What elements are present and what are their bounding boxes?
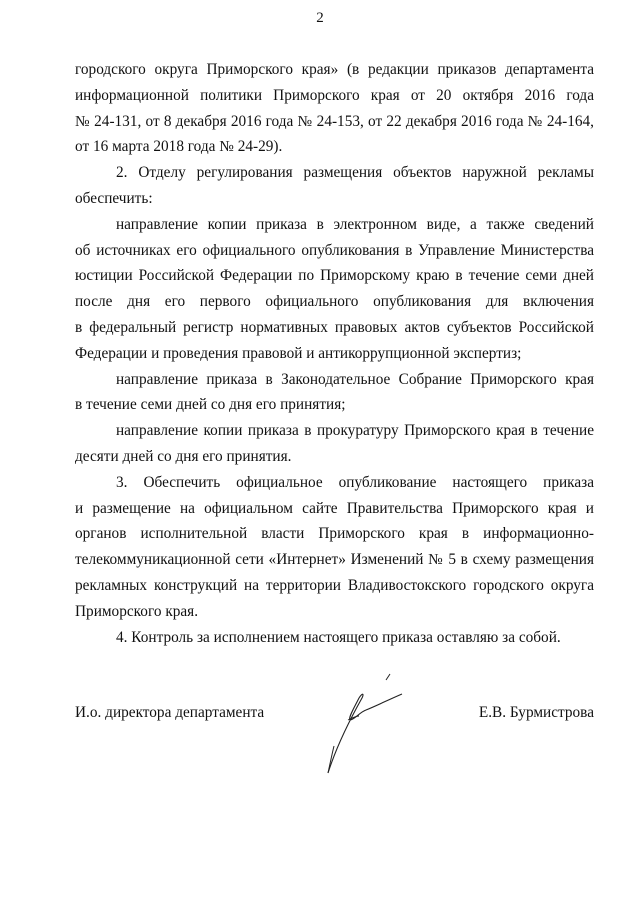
text-line: № 24-131, от 8 декабря 2016 года № 24-153, от 22 декабря 2016 года № 24-164,: [75, 112, 594, 130]
paragraph-subitem-legislative: [75, 367, 594, 419]
paragraph-continuation: [75, 57, 594, 160]
text-line: органов исполнительной власти Приморского края в информационно-: [75, 525, 594, 543]
text-line: направление приказа в Законодательное Собрание Приморского края: [116, 370, 594, 388]
text-line: и размещение на официальном сайте Правительства Приморского края и: [75, 499, 594, 517]
signatory-name: Е.В. Бурмистрова: [478, 704, 594, 721]
text-line: направление копии приказа в электронном виде, а также сведений: [116, 215, 594, 233]
text-line: рекламных конструкций на территории Владивостокского городского округа: [75, 576, 594, 594]
text-line: обеспечить:: [75, 189, 153, 207]
text-line: в федеральный регистр нормативных правовых актов субъектов Российской: [75, 318, 594, 336]
text-line: телекоммуникационной сети «Интернет» Изменений № 5 в схему размещения: [75, 551, 594, 569]
text-line: юстиции Российской Федерации по Приморскому краю в течение семи дней: [75, 267, 594, 285]
paragraph-subitem-copy-ministry: [75, 212, 594, 367]
paragraph-subitem-prosecutor: [75, 418, 594, 470]
text-line: 4. Контроль за исполнением настоящего приказа оставляю за собой.: [116, 628, 561, 646]
paragraph-item-3: [75, 470, 594, 625]
handwritten-signature: [318, 668, 418, 778]
text-line: информационной политики Приморского края от 20 октября 2016 года: [75, 86, 594, 104]
text-line: Федерации и проведения правовой и антикоррупционной экспертиз;: [75, 344, 522, 362]
text-line: после дня его первого официального опубликования для включения: [75, 293, 594, 311]
text-line: 3. Обеспечить официальное опубликование настоящего приказа: [116, 473, 594, 491]
paragraph-item-2: [75, 160, 594, 212]
text-line: 2. Отделу регулирования размещения объектов наружной рекламы: [116, 164, 594, 182]
text-line: в течение семи дней со дня его принятия;: [75, 396, 346, 414]
paragraph-item-4: [75, 625, 594, 651]
text-line: городского округа Приморского края» (в редакции приказов департамента: [75, 61, 594, 78]
page-number: 2: [316, 10, 324, 26]
text-line: Приморского края.: [75, 602, 199, 620]
text-line: от 16 марта 2018 года № 24-29).: [75, 138, 283, 156]
document-body: [75, 57, 594, 650]
text-line: об источниках его официального опубликования в Управление Министерства: [75, 241, 594, 259]
signatory-position: И.о. директора департамента: [75, 704, 265, 721]
text-line: направление копии приказа в прокуратуру Приморского края в течение: [116, 422, 594, 440]
text-line: десяти дней со дня его принятия.: [75, 447, 292, 465]
